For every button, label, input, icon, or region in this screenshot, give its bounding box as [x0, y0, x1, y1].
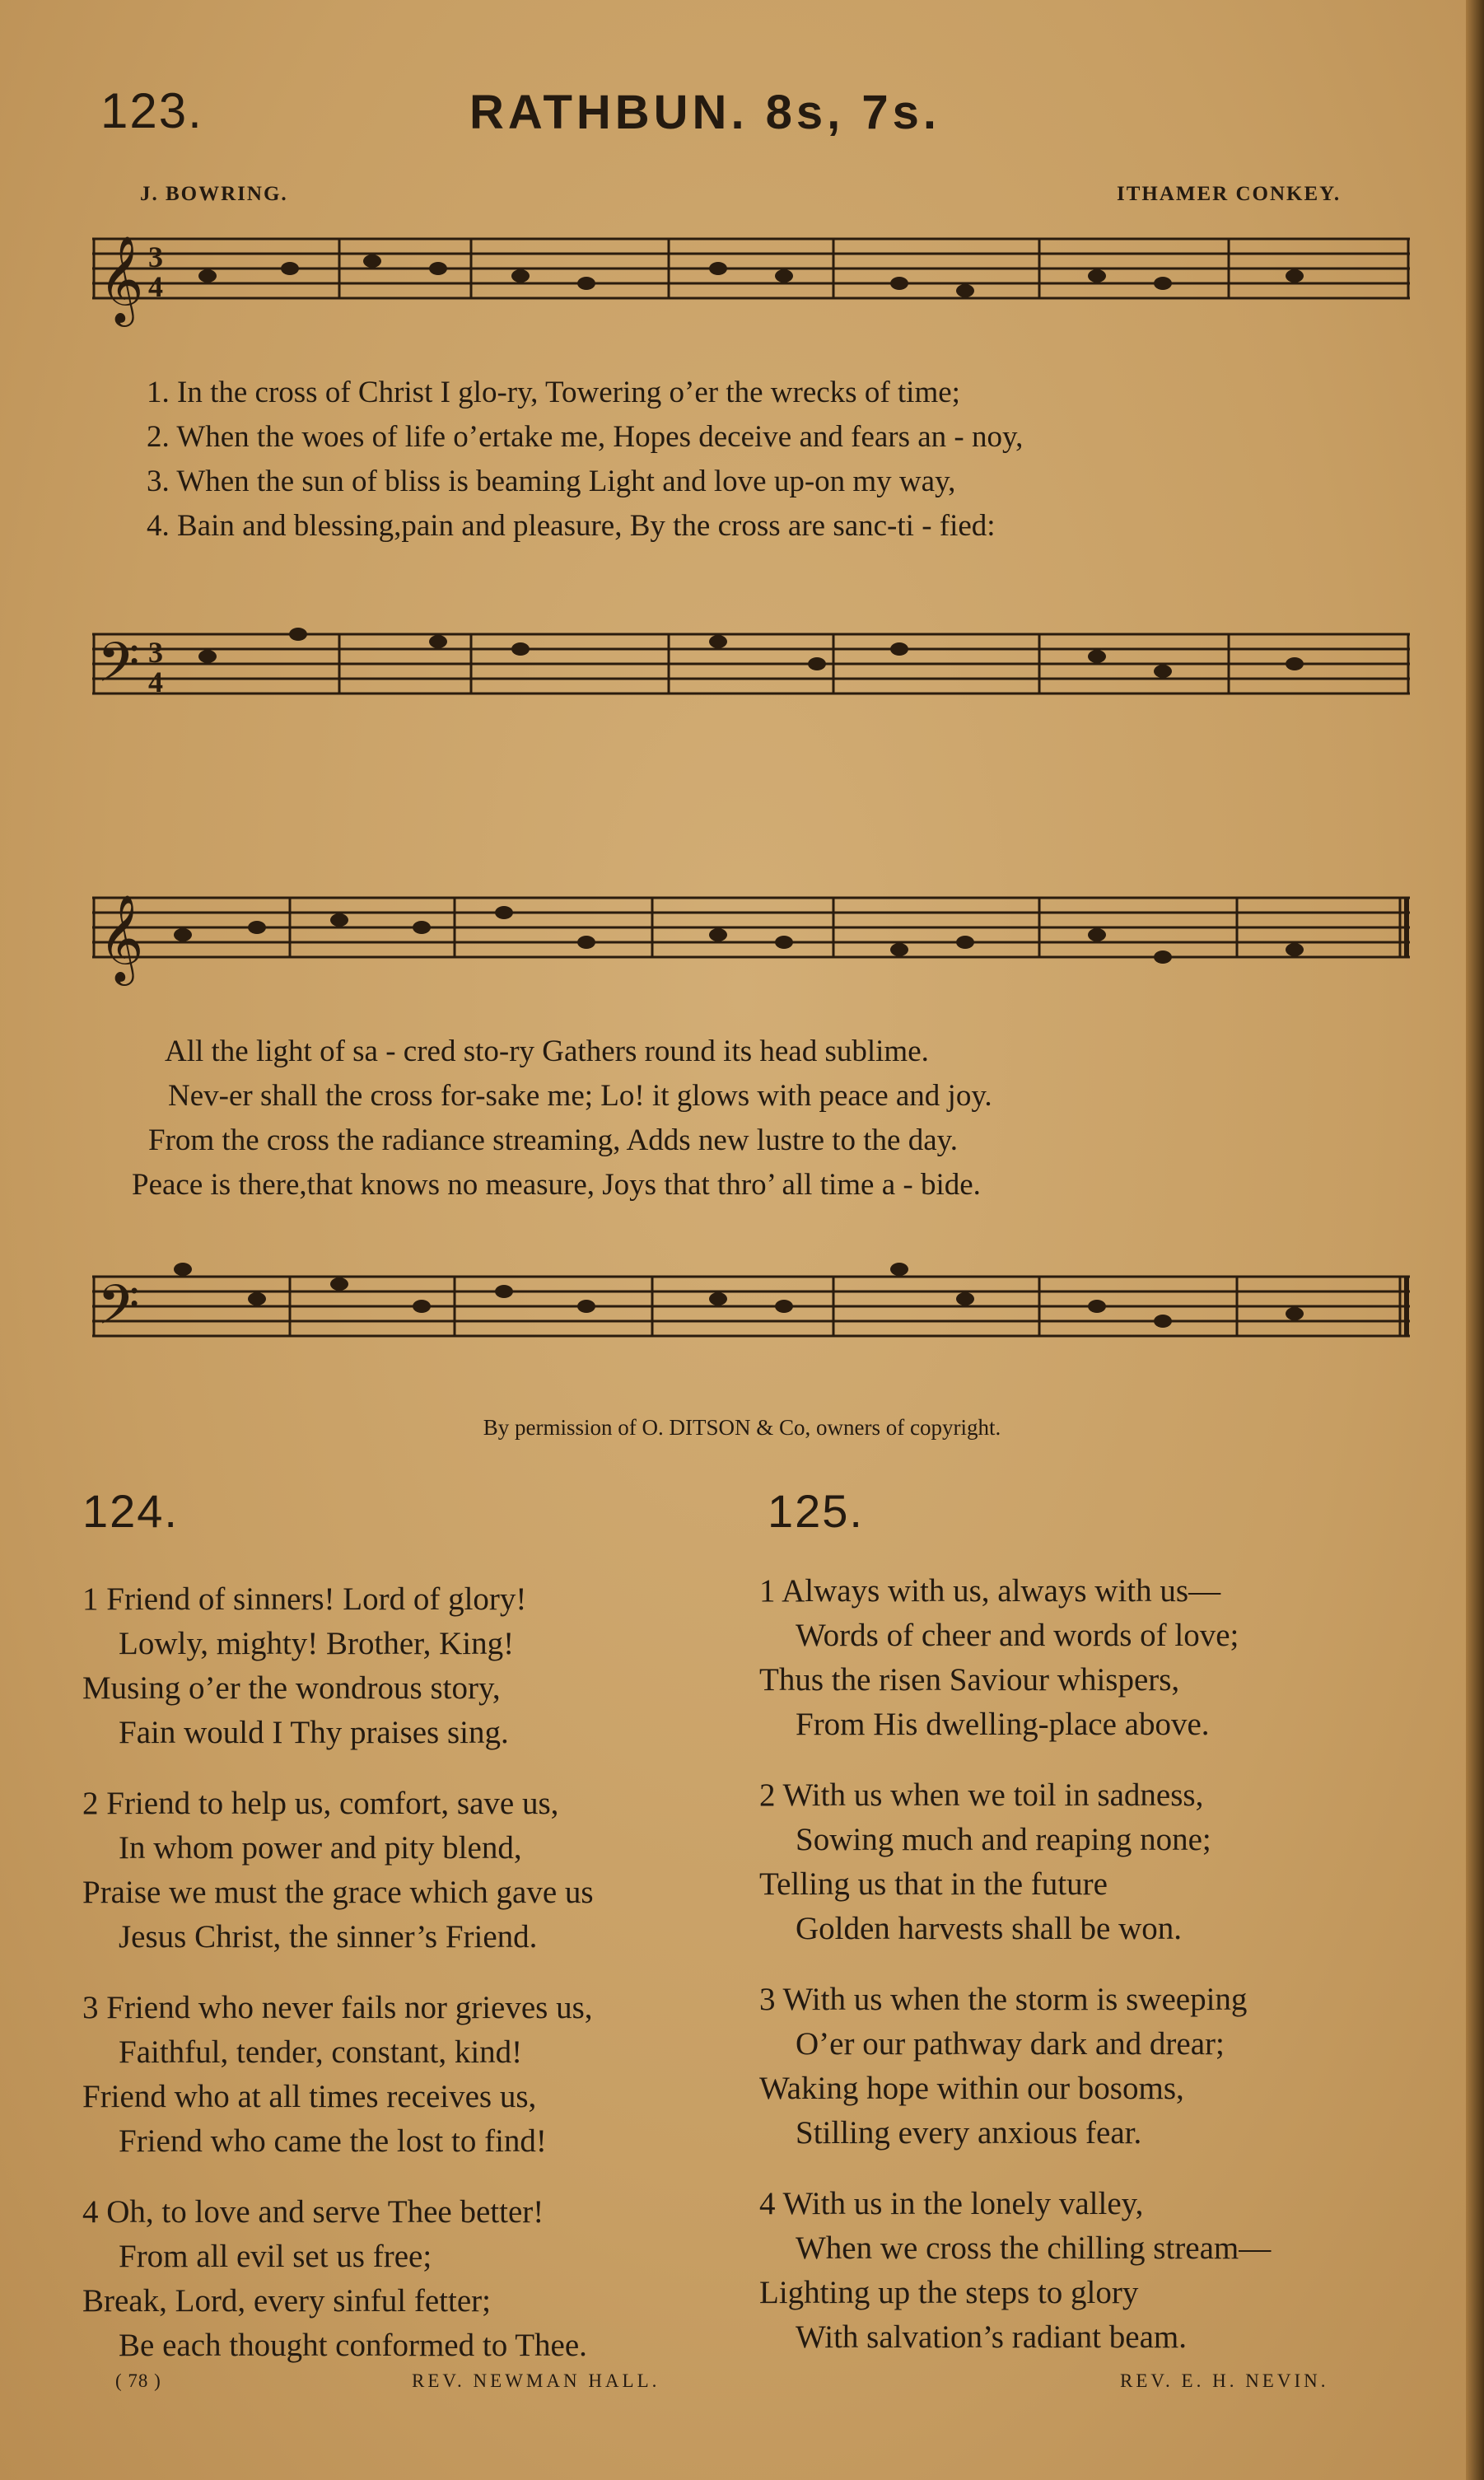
svg-text:𝄞: 𝄞 [99, 237, 144, 321]
stanza-line: Fain would I Thy praises sing. [119, 1715, 509, 1750]
stanza-line: 4 Oh, to love and serve Thee better! [82, 2194, 544, 2230]
svg-text:3: 3 [148, 241, 163, 273]
verses-bottom [132, 1030, 992, 1207]
stanza-line: Musing o’er the wondrous story, [82, 1670, 501, 1706]
hymn-125-number: 125. [768, 1485, 864, 1537]
stanza-line: Friend who came the lost to find! [119, 2123, 547, 2159]
stanza-line: Jesus Christ, the sinner’s Friend. [119, 1919, 538, 1955]
page-number: ( 78 ) [115, 2370, 161, 2391]
svg-text:4: 4 [148, 666, 163, 698]
svg-text:𝄢: 𝄢 [97, 634, 140, 707]
verse-line: 2. When the woes of life o’ertake me, Hopes deceive and fears an - noy, [147, 420, 1024, 454]
stanza-line: Friend who at all times receives us, [82, 2079, 537, 2114]
bass-staff-1 [92, 577, 1410, 741]
tune-title: RATHBUN. 8s, 7s. [469, 86, 941, 139]
stanza [82, 1577, 594, 1755]
stanza-line: O’er our pathway dark and drear; [796, 2026, 1225, 2062]
stanza-line: Be each thought conformed to Thee. [119, 2328, 587, 2363]
svg-text:𝄢: 𝄢 [97, 1277, 140, 1349]
hymn-124-author: REV. NEWMAN HALL. [412, 2370, 660, 2391]
stanza-line: From all evil set us free; [119, 2239, 432, 2274]
stanza-line: Lighting up the steps to glory [759, 2275, 1139, 2310]
hymn-125-author: REV. E. H. NEVIN. [1120, 2370, 1329, 2391]
verse-line: Nev-er shall the cross for-sake me; Lo! it glows with peace and joy. [168, 1079, 992, 1113]
verse-line: All the light of sa - cred sto-ry Gathers round its head sublime. [165, 1035, 929, 1068]
stanza-line: 2 With us when we toil in sadness, [759, 1777, 1204, 1813]
stanza-line: Sowing much and reaping none; [796, 1822, 1211, 1857]
stanza-line: From His dwelling-place above. [796, 1707, 1210, 1742]
stanza-line: Thus the risen Saviour whispers, [759, 1662, 1180, 1698]
stanza-line: When we cross the chilling stream— [796, 2230, 1272, 2266]
treble-staff-1 [92, 222, 1410, 371]
stanza-line: Words of cheer and words of love; [796, 1618, 1239, 1653]
stanza-line: Stilling every anxious fear. [796, 2115, 1142, 2151]
stanza-line: Telling us that in the future [759, 1866, 1108, 1902]
stanza [82, 1986, 594, 2164]
stanza-line: With salvation’s radiant beam. [796, 2319, 1187, 2355]
hymn-123-number: 123. [100, 83, 203, 138]
stanza [759, 2182, 1271, 2360]
stanza [82, 1782, 594, 1959]
stanza-line: Praise we must the grace which gave us [82, 1875, 594, 1910]
verse-line: Peace is there,that knows no measure, Joys that thro’ all time a - bide. [132, 1168, 981, 1202]
verse-line: 1. In the cross of Christ I glo-ry, Towering o’er the wrecks of time; [147, 376, 960, 409]
stanza-line: 1 Friend of sinners! Lord of glory! [82, 1581, 527, 1617]
music-credit: ITHAMER CONKEY. [1117, 183, 1342, 205]
svg-text:𝄞: 𝄞 [99, 896, 144, 980]
stanza-line: In whom power and pity blend, [119, 1830, 522, 1866]
stanza-line: 1 Always with us, always with us— [759, 1573, 1221, 1609]
hymn-124-text [82, 1577, 594, 2394]
stanza-line: Break, Lord, every sinful fetter; [82, 2283, 491, 2319]
stanza-line: 2 Friend to help us, comfort, save us, [82, 1786, 559, 1821]
stanza-line: Lowly, mighty! Brother, King! [119, 1626, 515, 1661]
stanza-line: Golden harvests shall be won. [796, 1911, 1182, 1946]
verse-line: 4. Bain and blessing,pain and pleasure, By the cross are sanc-ti - fied: [147, 509, 996, 543]
verses-top [147, 371, 1023, 549]
stanza-line: Faithful, tender, constant, kind! [119, 2034, 523, 2070]
copyright-permission: By permission of O. DITSON & Co, owners of copyright. [483, 1415, 1001, 1440]
svg-text:4: 4 [148, 270, 163, 303]
words-credit: J. BOWRING. [140, 183, 288, 205]
svg-text:3: 3 [148, 636, 163, 669]
stanza [759, 1978, 1271, 2155]
verse-line: From the cross the radiance streaming, Adds new lustre to the day. [148, 1123, 958, 1157]
treble-staff-2 [92, 865, 1410, 1030]
stanza [82, 2190, 594, 2368]
stanza [759, 1773, 1271, 1951]
stanza-line: 3 With us when the storm is sweeping [759, 1982, 1248, 2017]
stanza-line: 4 With us in the lonely valley, [759, 2186, 1144, 2221]
stanza [759, 1569, 1271, 1747]
stanza-line: 3 Friend who never fails nor grieves us, [82, 1990, 593, 2025]
stanza-line: Waking hope within our bosoms, [759, 2071, 1184, 2106]
verse-line: 3. When the sun of bliss is beaming Light and love up-on my way, [147, 465, 956, 498]
page-edge-shadow [1466, 0, 1484, 2480]
hymn-125-text [759, 1569, 1271, 2386]
hymn-124-number: 124. [82, 1485, 179, 1537]
bass-staff-2 [92, 1219, 1410, 1384]
